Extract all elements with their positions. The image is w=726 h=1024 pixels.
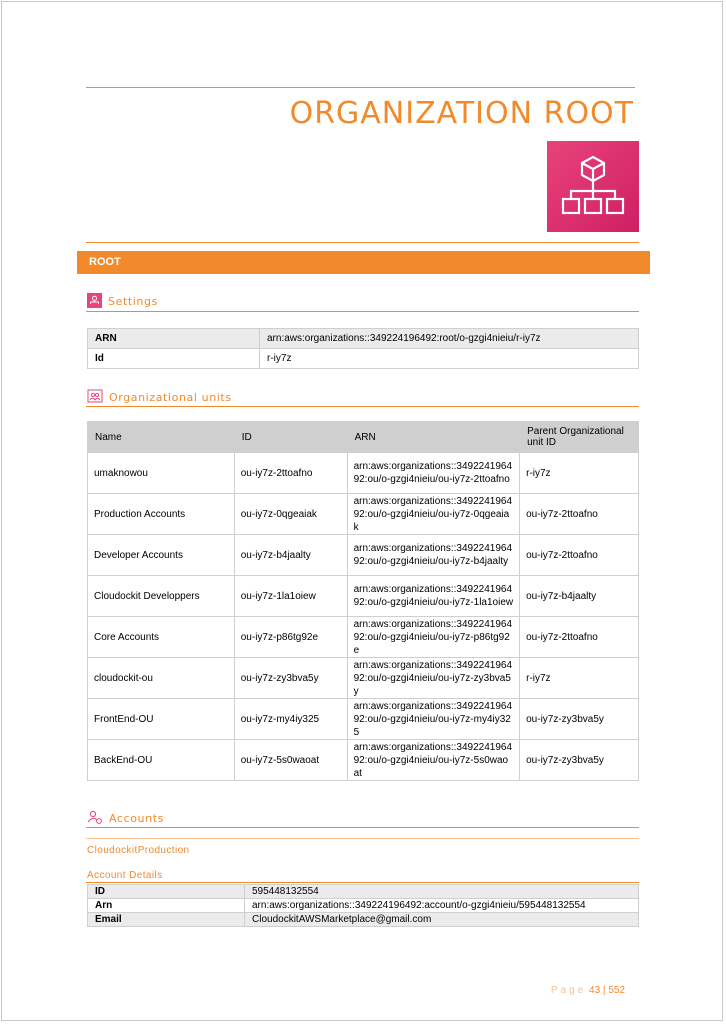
table-cell: ou-iy7z-2ttoafno (520, 535, 639, 576)
table-cell: ou-iy7z-zy3bva5y (520, 740, 639, 781)
table-cell: arn:aws:organizations::349224196492:root/o-gzgi4nieiu/r-iy7z (260, 329, 639, 349)
table-cell: arn:aws:organizations::349224196492:ou/o-gzgi4nieiu/ou-iy7z-2ttoafno (347, 453, 520, 494)
table-cell: 595448132554 (245, 885, 639, 899)
table-cell: arn:aws:organizations::349224196492:ou/o-gzgi4nieiu/ou-iy7z-b4jaalty (347, 535, 520, 576)
title-top-rule (86, 87, 635, 88)
column-header: Parent Organizational unit ID (520, 422, 639, 453)
table-cell: ou-iy7z-0qgeaiak (234, 494, 347, 535)
account-details-rule (86, 882, 639, 883)
table-row (88, 658, 639, 699)
table-row (88, 885, 639, 899)
table-cell: ou-iy7z-zy3bva5y (234, 658, 347, 699)
settings-table (87, 328, 639, 369)
table-cell: arn:aws:organizations::349224196492:ou/o-gzgi4nieiu/ou-iy7z-1la1oiew (347, 576, 520, 617)
column-header: ID (234, 422, 347, 453)
table-cell: cloudockit-ou (88, 658, 235, 699)
table-row (88, 329, 639, 349)
table-cell: ou-iy7z-b4jaalty (234, 535, 347, 576)
org-units-heading-label: Organizational units (109, 391, 232, 404)
account-details-heading: Account Details (87, 870, 163, 881)
table-cell: Developer Accounts (88, 535, 235, 576)
settings-heading (87, 293, 158, 311)
table-row (88, 349, 639, 369)
table-cell: ou-iy7z-2ttoafno (520, 494, 639, 535)
table-cell: Core Accounts (88, 617, 235, 658)
table-cell: r-iy7z (520, 658, 639, 699)
table-cell: CloudockitAWSMarketplace@gmail.com (245, 913, 639, 927)
table-cell: ou-iy7z-zy3bva5y (520, 699, 639, 740)
table-row (88, 535, 639, 576)
table-row (88, 617, 639, 658)
org-units-table (87, 421, 639, 781)
settings-rule (86, 311, 639, 312)
table-cell: BackEnd-OU (88, 740, 235, 781)
org-units-heading (87, 389, 232, 407)
table-cell: Cloudockit Developpers (88, 576, 235, 617)
table-row (88, 899, 639, 913)
table-cell: Production Accounts (88, 494, 235, 535)
table-cell: ou-iy7z-2ttoafno (520, 617, 639, 658)
table-header-row (88, 422, 639, 453)
accounts-icon (87, 810, 103, 828)
page-total: 552 (608, 985, 625, 996)
page-title: ORGANIZATION ROOT (289, 96, 634, 131)
table-cell: ID (88, 885, 245, 899)
table-row (88, 576, 639, 617)
table-cell: FrontEnd-OU (88, 699, 235, 740)
table-cell: arn:aws:organizations::349224196492:account/o-gzgi4nieiu/595448132554 (245, 899, 639, 913)
accounts-heading (87, 810, 164, 828)
table-cell: arn:aws:organizations::349224196492:ou/o-gzgi4nieiu/ou-iy7z-zy3bva5y (347, 658, 520, 699)
title-bottom-rule (86, 242, 639, 243)
table-cell: Email (88, 913, 245, 927)
page-word: Page (550, 985, 587, 996)
table-cell: ou-iy7z-p86tg92e (234, 617, 347, 658)
table-cell: arn:aws:organizations::349224196492:ou/o-gzgi4nieiu/ou-iy7z-0qgeaiak (347, 494, 520, 535)
table-cell: Id (88, 349, 260, 369)
accounts-rule (86, 827, 639, 828)
table-row (88, 453, 639, 494)
table-cell: r-iy7z (520, 453, 639, 494)
table-cell: ou-iy7z-b4jaalty (520, 576, 639, 617)
organizations-icon (547, 141, 639, 232)
table-row (88, 494, 639, 535)
table-cell: ou-iy7z-my4iy325 (234, 699, 347, 740)
table-cell: arn:aws:organizations::349224196492:ou/o-gzgi4nieiu/ou-iy7z-p86tg92e (347, 617, 520, 658)
org-units-icon (87, 389, 103, 407)
page-footer (551, 985, 625, 996)
table-cell: arn:aws:organizations::349224196492:ou/o-gzgi4nieiu/ou-iy7z-5s0waoat (347, 740, 520, 781)
table-cell: Arn (88, 899, 245, 913)
organizations-small-icon (87, 293, 102, 311)
table-row (88, 699, 639, 740)
table-cell: ou-iy7z-1la1oiew (234, 576, 347, 617)
root-section-bar: ROOT (77, 251, 650, 274)
table-cell: ou-iy7z-5s0waoat (234, 740, 347, 781)
column-header: Name (88, 422, 235, 453)
table-cell: ARN (88, 329, 260, 349)
page-current: 43 (589, 985, 601, 996)
table-row (88, 913, 639, 927)
table-cell: r-iy7z (260, 349, 639, 369)
column-header: ARN (347, 422, 520, 453)
table-cell: ou-iy7z-2ttoafno (234, 453, 347, 494)
settings-heading-label: Settings (108, 295, 158, 308)
table-cell: arn:aws:organizations::349224196492:ou/o-gzgi4nieiu/ou-iy7z-my4iy325 (347, 699, 520, 740)
accounts-heading-label: Accounts (109, 812, 164, 825)
table-row (88, 740, 639, 781)
account-details-table (87, 884, 639, 927)
account-name: CloudockitProduction (87, 845, 190, 856)
table-cell: umaknowou (88, 453, 235, 494)
page-separator: | (602, 985, 606, 996)
account-divider (86, 838, 639, 839)
org-units-rule (86, 406, 639, 407)
